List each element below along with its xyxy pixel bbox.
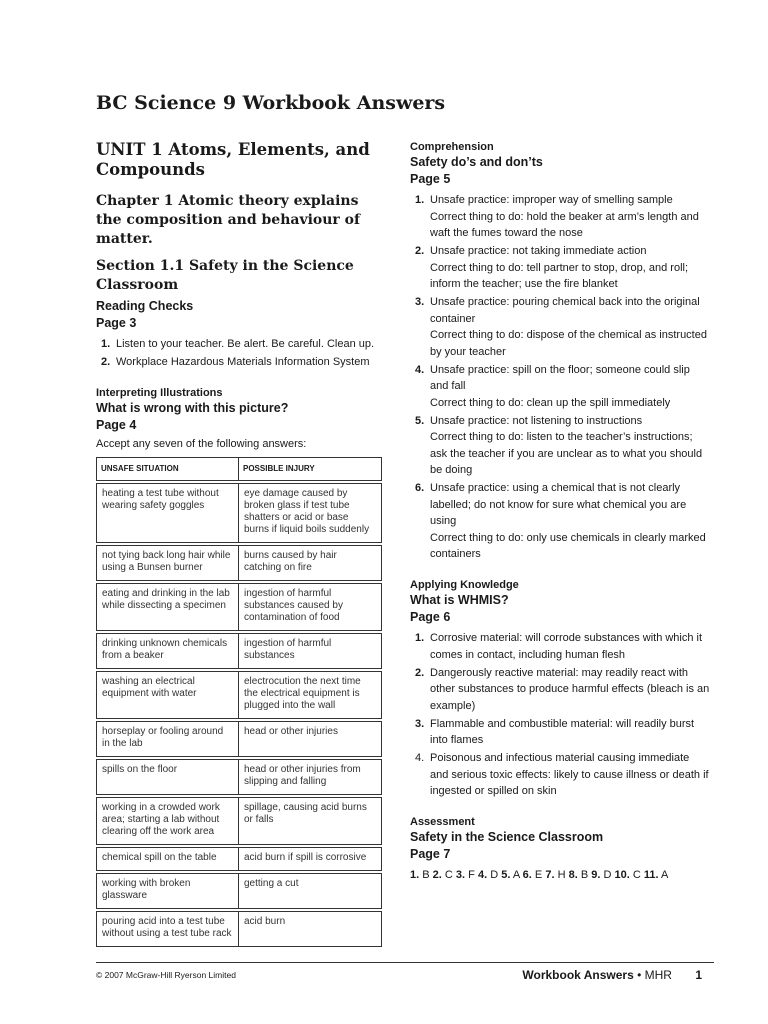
table-header-row [97,458,382,483]
interpreting-intro: Accept any seven of the following answers: [96,438,307,450]
answer-number: 1. [410,869,420,881]
list-item [410,665,710,715]
answer-letter: D [490,869,499,881]
assessment-section [410,815,710,883]
column-header-situation: UNSAFE SITUATION [97,458,239,483]
list-item [410,413,710,479]
item-text: Corrosive material: will corrode substances with which it comes in contact, including human flesh [430,632,703,661]
answer-number: 3. [455,869,466,881]
item-number: 5. [415,414,425,427]
table-cell: chemical spill on the table [97,846,239,872]
answer-number: 5. [501,869,511,881]
item-number: 3. [415,717,425,730]
list-item [410,243,710,293]
table-cell: washing an electrical equipment with water [97,670,239,720]
reading-checks-section [96,298,386,371]
answer-number: 6. [522,869,532,881]
table-row [97,846,382,872]
answer-letter: A [661,869,669,881]
left-column [96,140,386,947]
unsafe-practice: Unsafe practice: pouring chemical back into the original container [430,296,700,325]
table-row [97,910,382,947]
table-cell: spillage, causing acid burns or falls [239,796,382,846]
table-row [97,670,382,720]
table-cell: pouring acid into a test tube without using a test tube rack [97,910,239,947]
document-title: BC Science 9 Workbook Answers [96,92,446,114]
answer-letter: E [534,869,543,881]
interpreting-section [96,386,386,947]
comprehension-heading: Safety do’s and don’ts [410,155,543,169]
list-item [410,750,710,800]
table-cell: eye damage caused by broken glass if test tube shatters or acid or base burns if liquid boils suddenly [239,482,382,544]
applying-heading: What is WHMIS? [410,593,509,607]
answer-number: 8. [568,869,578,881]
footer-divider [96,962,714,963]
interpreting-kicker: Interpreting Illustrations [96,387,223,399]
table-cell: head or other injuries from slipping and falling [239,758,382,796]
table-row [97,632,382,670]
table-cell: spills on the floor [97,758,239,796]
answer-number: 2. [432,869,442,881]
table-cell: drinking unknown chemicals from a beaker [97,632,239,670]
item-text: Dangerously reactive material: may readily react with other substances to produce harmful effects (bleach is an example) [430,666,710,712]
list-item [96,336,386,353]
unit-title: UNIT 1 Atoms, Elements, and Compounds [96,140,370,179]
list-item [410,192,710,242]
page-footer [522,968,702,982]
chapter-title: Chapter 1 Atomic theory explains the composition and behaviour of matter. [96,193,361,247]
table-cell: acid burn [239,910,382,947]
correct-practice: Correct thing to do: tell partner to stop, drop, and roll; inform the teacher; use the fire blanket [430,261,689,290]
comprehension-kicker: Comprehension [410,141,494,153]
correct-practice: Correct thing to do: listen to the teacher’s instructions; ask the teacher if you are unclear as to what you should be doing [430,431,703,476]
copyright-notice: © 2007 McGraw-Hill Ryerson Limited [96,970,236,980]
answer-letter: H [557,869,566,881]
list-item [410,716,710,749]
safety-table [96,457,382,947]
list-item [410,294,710,360]
table-cell: not tying back long hair while using a Bunsen burner [97,544,239,582]
footer-publisher: MHR [644,968,672,982]
item-text: Listen to your teacher. Be alert. Be careful. Clean up. [116,338,375,350]
answer-letter: F [468,869,475,881]
item-number: 2. [415,666,425,679]
answer-letter: C [444,869,453,881]
whmis-list [410,630,710,800]
table-cell: burns caused by hair catching on fire [239,544,382,582]
table-row [97,758,382,796]
correct-practice: Correct thing to do: clean up the spill immediately [430,396,671,409]
item-number: 6. [415,482,425,494]
table-cell: working with broken glassware [97,872,239,910]
table-row [97,544,382,582]
table-row [97,720,382,758]
answer-letter: D [603,869,612,881]
table-row [97,872,382,910]
answer-letter: B [580,869,589,881]
applying-kicker: Applying Knowledge [410,579,519,591]
comprehension-list [410,192,710,563]
correct-practice: Correct thing to do: only use chemicals in clearly marked containers [430,531,706,560]
interpreting-page: Page 4 [96,418,137,432]
right-column [410,140,710,883]
page-number: 1 [695,968,702,982]
list-item [410,362,710,412]
column-header-injury: POSSIBLE INJURY [239,458,382,483]
list-item [410,630,710,663]
table-cell: eating and drinking in the lab while dissecting a specimen [97,582,239,632]
item-number: 2. [101,356,111,368]
answer-key [410,867,710,883]
answer-number: 10. [614,869,630,881]
answer-number: 4. [477,869,488,881]
unsafe-practice: Unsafe practice: spill on the floor; someone could slip and fall [430,363,690,392]
answer-letter: A [512,869,520,881]
item-number: 3. [415,296,425,308]
table-cell: electrocution the next time the electrical equipment is plugged into the wall [239,670,382,720]
answer-number: 9. [591,869,601,881]
footer-section-label: Workbook Answers [522,968,634,982]
assessment-page: Page 7 [410,847,451,861]
table-cell: heating a test tube without wearing safety goggles [97,482,239,544]
item-number: 1. [415,194,425,206]
list-item [96,354,386,371]
reading-checks-heading: Reading Checks [96,299,194,313]
comprehension-page: Page 5 [410,172,451,186]
item-number: 2. [415,245,425,257]
table-cell: head or other injuries [239,720,382,758]
table-row [97,582,382,632]
answer-number: 7. [545,869,555,881]
item-text: Workplace Hazardous Materials Information System [116,356,370,368]
interpreting-heading: What is wrong with this picture? [96,401,289,415]
applying-section [410,578,710,800]
answer-number: 11. [643,869,659,881]
unsafe-practice: Unsafe practice: improper way of smelling sample [430,194,673,206]
table-cell: getting a cut [239,872,382,910]
correct-practice: Correct thing to do: dispose of the chemical as instructed by your teacher [430,329,707,358]
section-title: Section 1.1 Safety in the Science Classroom [96,258,354,293]
reading-checks-page: Page 3 [96,316,137,330]
reading-checks-list [96,336,386,371]
item-text: Flammable and combustible material: will readily burst into flames [430,717,695,746]
table-row [97,796,382,846]
assessment-kicker: Assessment [410,816,475,828]
comprehension-section [410,140,710,563]
item-number: 4. [415,752,425,764]
table-cell: ingestion of harmful substances caused by contamination of food [239,582,382,632]
footer-bullet: • [637,968,642,982]
item-number: 1. [101,338,111,350]
table-row [97,482,382,544]
item-number: 1. [415,632,425,644]
item-number: 4. [415,363,425,376]
list-item [410,480,710,563]
applying-page: Page 6 [410,610,451,624]
table-cell: working in a crowded work area; starting a lab without clearing off the work area [97,796,239,846]
table-cell: acid burn if spill is corrosive [239,846,382,872]
assessment-heading: Safety in the Science Classroom [410,830,604,844]
table-cell: horseplay or fooling around in the lab [97,720,239,758]
correct-practice: Correct thing to do: hold the beaker at arm’s length and waft the fumes toward the nose [430,210,699,239]
unsafe-practice: Unsafe practice: using a chemical that is not clearly labelled; do not know for sure what chemical you are using [430,482,687,527]
answer-letter: B [422,869,430,881]
answer-letter: C [632,869,641,881]
unsafe-practice: Unsafe practice: not listening to instructions [430,414,643,427]
item-text: Poisonous and infectious material causing immediate and serious toxic effects: likely to cause illness or death if ingested or spilled on skin [430,752,709,797]
unsafe-practice: Unsafe practice: not taking immediate action [430,245,647,257]
table-cell: ingestion of harmful substances [239,632,382,670]
